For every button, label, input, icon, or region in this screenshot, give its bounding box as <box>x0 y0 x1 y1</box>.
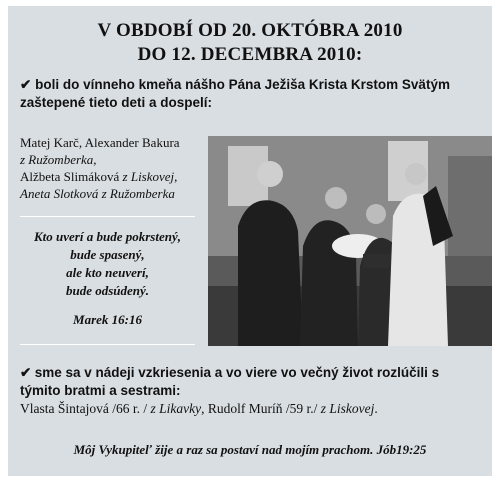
checkmark-icon: ✔ <box>20 365 32 380</box>
deceased-names: Vlasta Šintajová /66 r. / z Likavky, Rudolf Muríň /59 r./ z Liskovej. <box>20 401 378 416</box>
heading-line-2: DO 12. DECEMBRA 2010: <box>137 44 363 65</box>
name-line-4: Aneta Slotková z Ružomberka <box>20 186 175 201</box>
name-line-1: Matej Karč, Alexander Bakura <box>20 135 180 150</box>
name-line-2: z Ružomberka, <box>20 152 97 167</box>
checkmark-icon: ✔ <box>20 77 32 92</box>
baptism-photo <box>208 136 492 346</box>
funeral-intro-text: sme sa v nádeji vzkriesenia a vo viere vo večný život rozlúčili s týmito bratmi a sestrami: <box>20 365 440 398</box>
baptized-names <box>20 134 220 202</box>
baptism-intro-text: boli do vínneho kmeňa nášho Pána Ježiša Krista Krstom Svätým zaštepené tieto deti a dospelí: <box>20 77 450 110</box>
quote-reference: Marek 16:16 <box>73 312 142 327</box>
funeral-intro <box>20 364 480 400</box>
bible-quote: Kto uverí a bude pokrstený, bude spasený, ale kto neuverí, bude odsúdený. <box>34 229 181 298</box>
name-line-3: Alžbeta Slimáková z Liskovej, <box>20 169 178 184</box>
baptism-intro <box>20 76 460 112</box>
heading-line-1: V OBDOBÍ OD 20. OKTÓBRA 2010 <box>97 20 403 41</box>
announcement-panel <box>8 6 492 476</box>
footer-quote: Môj Vykupiteľ žije a raz sa postaví nad mojím prachom. Jób19:25 <box>73 442 427 457</box>
divider-top <box>20 216 195 217</box>
funeral-section <box>20 364 480 418</box>
divider-bottom <box>20 344 195 345</box>
